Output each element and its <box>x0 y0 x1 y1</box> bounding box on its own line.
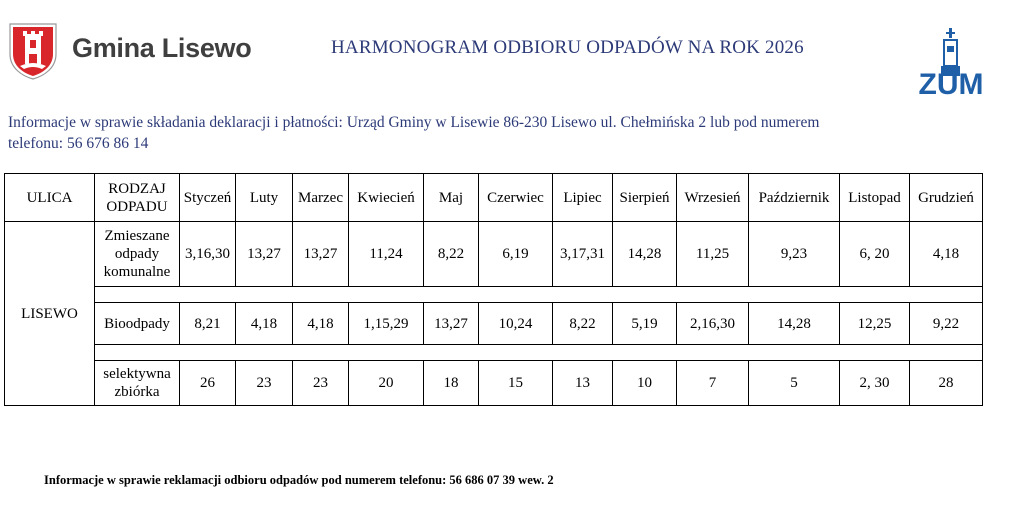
waste-type-line: komunalne <box>103 264 171 280</box>
date-cell: 5,19 <box>613 303 677 345</box>
date-cell: 26 <box>180 361 236 406</box>
gmina-lisewo-coat-of-arms-icon <box>8 22 58 80</box>
date-cell: 15 <box>479 361 553 406</box>
date-cell: 7 <box>677 361 749 406</box>
header-month: Kwiecień <box>349 174 424 222</box>
waste-type-line: odpady <box>114 246 160 262</box>
date-cell: 13,27 <box>236 222 293 287</box>
date-cell: 6,19 <box>479 222 553 287</box>
date-cell: 8,22 <box>553 303 613 345</box>
info-line-1: Informacje w sprawie składania deklaracji i płatności: Urząd Gminy w Lisewie 86-230 Lisewo ul. Chełmińska 2 lub pod numerem <box>8 114 820 131</box>
header-month: Styczeń <box>180 174 236 222</box>
date-cell: 13,27 <box>293 222 349 287</box>
zum-logo-icon <box>916 26 986 102</box>
info-line-2: telefonu: 56 676 86 14 <box>8 135 149 152</box>
date-cell: 23 <box>236 361 293 406</box>
date-cell: 9,22 <box>910 303 983 345</box>
header-month: Grudzień <box>910 174 983 222</box>
table-spacer-row <box>5 287 983 303</box>
header-month: Czerwiec <box>479 174 553 222</box>
date-cell: 23 <box>293 361 349 406</box>
waste-type-line: Zmieszane <box>104 228 170 244</box>
date-cell: 18 <box>424 361 479 406</box>
date-cell: 13,27 <box>424 303 479 345</box>
date-cell: 12,25 <box>840 303 910 345</box>
street-cell: LISEWO <box>5 222 95 406</box>
date-cell: 13 <box>553 361 613 406</box>
date-cell: 11,25 <box>677 222 749 287</box>
date-cell: 1,15,29 <box>349 303 424 345</box>
date-cell: 4,18 <box>293 303 349 345</box>
page-title: HARMONOGRAM ODBIORU ODPADÓW NA ROK 2026 <box>331 37 804 58</box>
waste-type-selective <box>95 361 180 406</box>
header-street: ULICA <box>5 174 95 222</box>
date-cell: 2, 30 <box>840 361 910 406</box>
date-cell: 14,28 <box>613 222 677 287</box>
collection-schedule-table <box>4 173 983 406</box>
header-waste-type-line: RODZAJ <box>108 180 166 197</box>
date-cell: 11,24 <box>349 222 424 287</box>
date-cell: 6, 20 <box>840 222 910 287</box>
date-cell: 4,18 <box>910 222 983 287</box>
date-cell: 3,17,31 <box>553 222 613 287</box>
table-header-row <box>5 174 983 222</box>
date-cell: 10,24 <box>479 303 553 345</box>
table-spacer-row <box>5 345 983 361</box>
waste-type-line: zbiórka <box>114 384 160 400</box>
date-cell: 4,18 <box>236 303 293 345</box>
declaration-info <box>8 112 908 154</box>
date-cell: 3,16,30 <box>180 222 236 287</box>
table-row-selective <box>5 361 983 406</box>
brand-name: Gmina Lisewo <box>72 33 252 63</box>
header-month: Listopad <box>840 174 910 222</box>
table-row-mixed <box>5 222 983 287</box>
spacer-cell <box>95 345 983 361</box>
header-month: Marzec <box>293 174 349 222</box>
header-month: Maj <box>424 174 479 222</box>
header-waste-type-line: ODPADU <box>106 198 168 215</box>
waste-type-bio: Bioodpady <box>95 303 180 345</box>
date-cell: 2,16,30 <box>677 303 749 345</box>
header-month: Sierpień <box>613 174 677 222</box>
date-cell: 5 <box>749 361 840 406</box>
table-row-bio <box>5 303 983 345</box>
header-month: Wrzesień <box>677 174 749 222</box>
header-month: Luty <box>236 174 293 222</box>
date-cell: 8,21 <box>180 303 236 345</box>
date-cell: 28 <box>910 361 983 406</box>
date-cell: 20 <box>349 361 424 406</box>
header-waste-type <box>95 174 180 222</box>
waste-type-line: selektywna <box>103 366 171 382</box>
spacer-cell <box>95 287 983 303</box>
waste-type-mixed <box>95 222 180 287</box>
date-cell: 8,22 <box>424 222 479 287</box>
header-month: Październik <box>749 174 840 222</box>
date-cell: 9,23 <box>749 222 840 287</box>
header-month: Lipiec <box>553 174 613 222</box>
zum-logo-text: ZUM <box>918 68 984 101</box>
date-cell: 10 <box>613 361 677 406</box>
date-cell: 14,28 <box>749 303 840 345</box>
complaints-info: Informacje w sprawie reklamacji odbioru odpadów pod numerem telefonu: 56 686 07 39 wew. 2 <box>44 473 554 487</box>
